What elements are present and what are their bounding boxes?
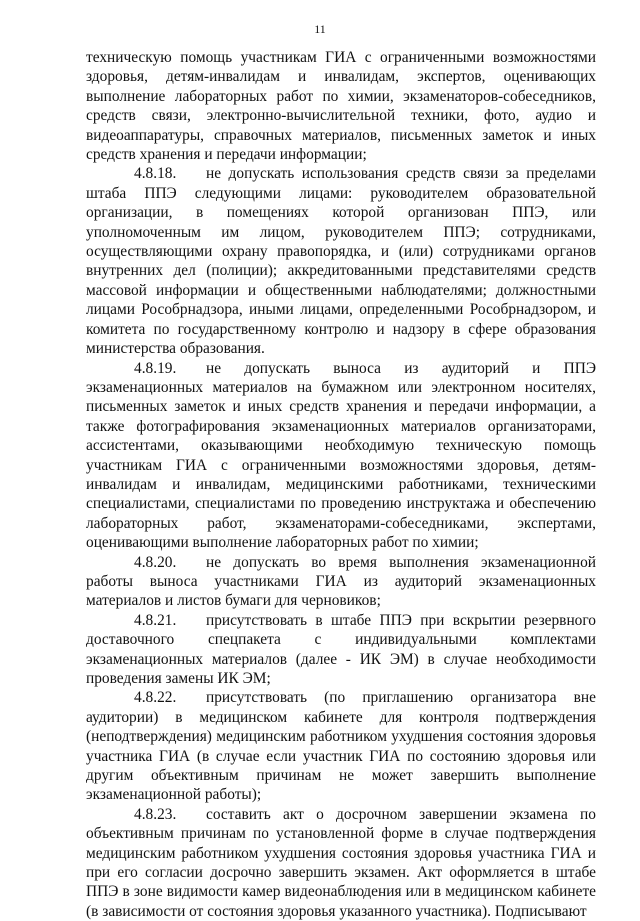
paragraph-text: не допускать во время выполнения экзаменационной работы выноса участниками ГИА из аудиторий экзаменационных материалов и листов бумаги для черновиков; [86,553,596,610]
paragraph-text: присутствовать в штабе ППЭ при вскрытии резервного доставочного спецпакета с индивидуальными комплектами экзаменационных материалов (далее - ИК ЭМ) в случае необходимости проведения замены ИК ЭМ; [86,611,596,687]
page-number: 11 [314,22,326,36]
document-body [86,48,596,921]
paragraph-text: техническую помощь участникам ГИА с ограниченными возможностями здоровья, детям-инвалидам и инвалидам, экспертов, оценивающих выполнение лабораторных работ по химии, экзаменаторов-собеседников, средств связи, электронно-вычислительной техники, фото, аудио и видеоаппаратуры, справочных материалов, письменных заметок и иных средств хранения и передачи информации; [86,49,596,164]
paragraph-text: не допускать использования средств связи за пределами штаба ППЭ следующими лицами: руководителем образовательной организации, в помещениях которой организован ППЭ, или уполномоченным им лицом, руководителем ППЭ; сотрудниками, осуществляющими охрану правопорядка, и (или) сотрудниками органов внутренних дел (полиции); аккредитованными представителями средств массовой информации и общественными наблюдателями; должностными лицами Рособрнадзора, иными лицами, определенными Рособрнадзором, и комитета по государственному контролю и надзору в сфере образования министерства образования. [86,165,596,358]
paragraph-text: не допускать выноса из аудиторий и ППЭ экзаменационных материалов на бумажном или электронном носителях, письменных заметок и иных средств хранения и передачи информации, а также фотографирования экзаменационных материалов организаторами, ассистентами, оказывающими необходимую техническую помощь участникам ГИА с ограниченными возможностями здоровья, детям-инвалидам и инвалидам, медицинскими работниками, техническими специалистами, специалистами по проведению инструктажа и обеспечению лабораторных работ, экзаменаторами-собеседниками, экспертами, оценивающими выполнение лабораторных работ по химии; [86,359,596,552]
item-number: 4.8.18. [134,165,177,183]
paragraph-text: присутствовать (по приглашению организатора вне аудитории) в медицинском кабинете для контроля подтверждения (неподтверждения) медицинским работником ухудшения состояния здоровья участника ГИА (в случае если участник ГИА по состоянию здоровья или другим объективным причинам не может завершить выполнение экзаменационной работы); [86,689,596,804]
paragraph-4-8-20 [86,553,596,611]
paragraph-4-8-19 [86,359,596,553]
paragraph-4-8-21 [86,611,596,689]
item-number: 4.8.21. [134,611,177,629]
item-number: 4.8.23. [134,805,177,823]
paragraph-text: составить акт о досрочном завершении экзамена по объективным причинам по установленной форме в случае подтверждения медицинским работником ухудшения состояния здоровья участника ГИА и при его согласии досрочно завершить экзамен. Акт оформляется в штабе ППЭ в зоне видимости камер видеонаблюдения или в медицинском кабинете (в зависимости от состояния здоровья указанного участника). Подписывают [86,805,596,920]
item-number: 4.8.22. [134,689,177,707]
item-number: 4.8.20. [134,553,177,571]
paragraph-4-8-23 [86,805,596,921]
paragraph-continuation [86,48,596,164]
paragraph-4-8-18 [86,164,596,358]
paragraph-4-8-22 [86,688,596,804]
item-number: 4.8.19. [134,359,177,377]
